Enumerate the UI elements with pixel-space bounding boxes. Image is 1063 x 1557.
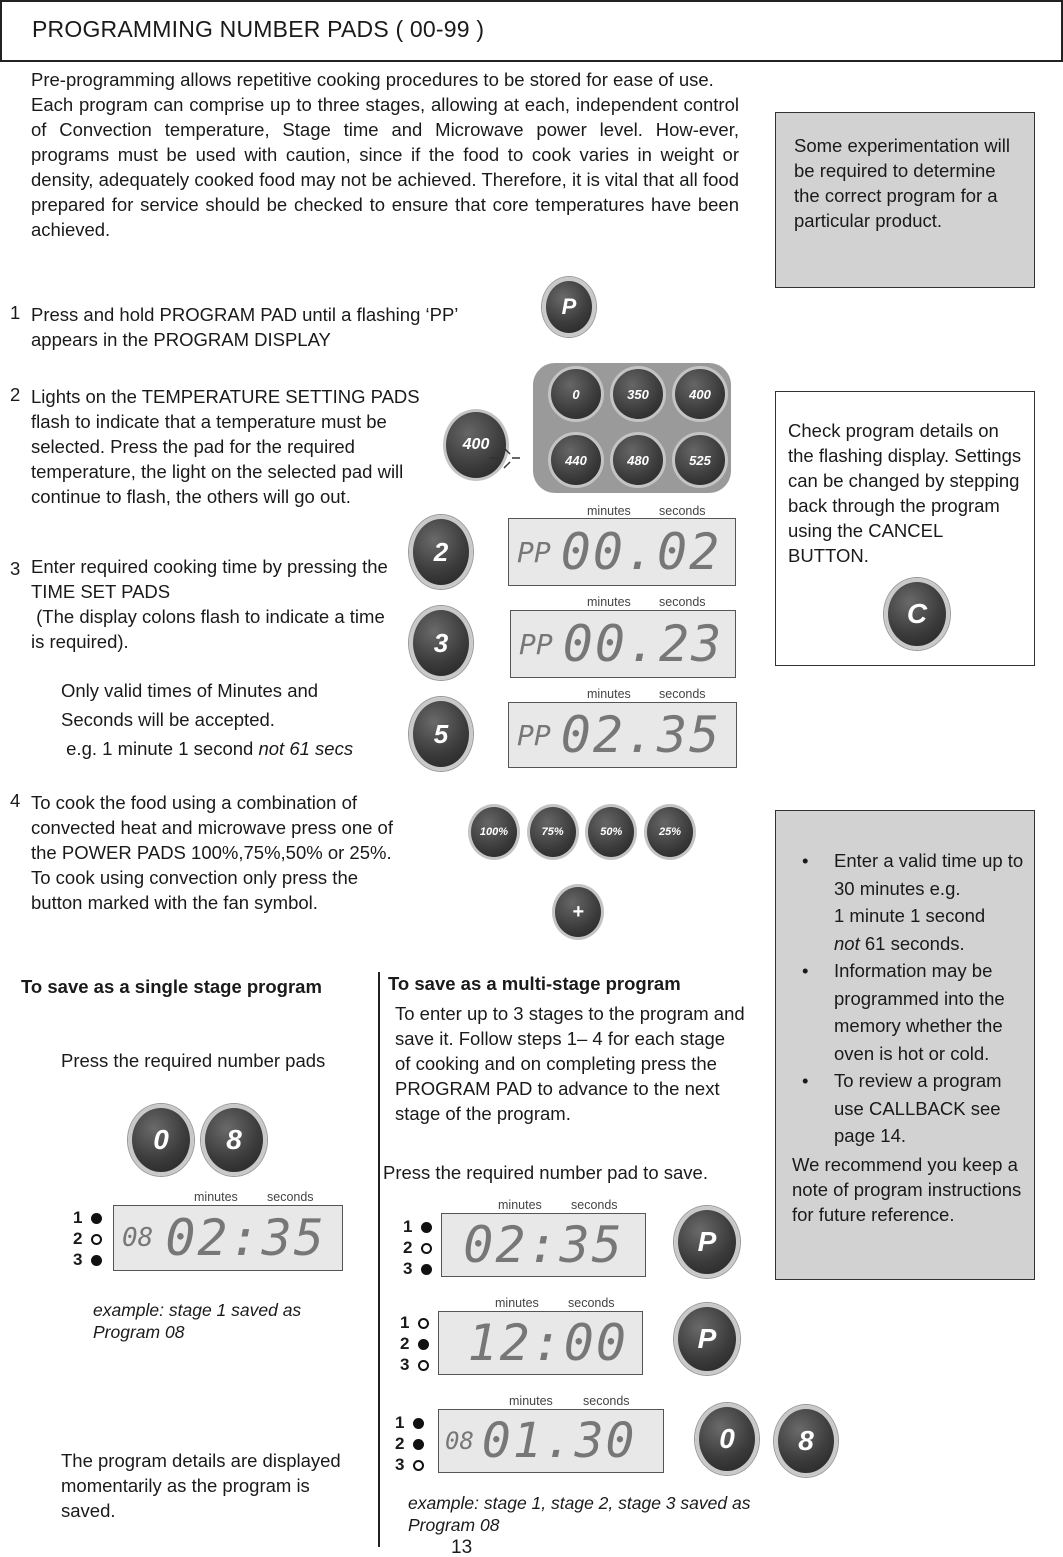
note-item (790, 957, 1026, 1067)
number-pad-8[interactable] (774, 1405, 838, 1477)
temperature-pad-label: 350 (627, 386, 649, 402)
multi-stage-heading: To save as a multi-stage program (388, 973, 681, 994)
temperature-pad-label: 480 (627, 452, 649, 468)
display-time: 12:00 (467, 1314, 628, 1372)
display-time: 02:35 (463, 1216, 624, 1274)
program-display (508, 702, 737, 768)
stage-2-label: 2 (403, 1238, 413, 1257)
minutes-label: minutes (498, 1198, 542, 1212)
number-pad-label: 0 (719, 1423, 735, 1454)
display-prefix: 08 (445, 1427, 474, 1455)
number-pad-label: 8 (226, 1124, 242, 1155)
seconds-label: seconds (568, 1296, 615, 1310)
display-prefix: 08 (122, 1223, 154, 1253)
multi-stage-instruction: Press the required number pad to save. (383, 1162, 708, 1183)
stage-3-label: 3 (395, 1455, 405, 1474)
program-pad-label: P (697, 1226, 717, 1257)
note-text: Information may be programmed into the memory whether the oven is hot or cold. (834, 960, 1005, 1064)
stage-3-label: 3 (403, 1259, 413, 1278)
note-text: 1 minute 1 second (834, 905, 986, 926)
minutes-label: minutes (587, 504, 631, 518)
single-stage-instruction: Press the required number pads (61, 1050, 326, 1071)
step-4-text: To cook the food using a combination of convected heat and microwave press one of the POWER PADS 100%,75%,50% or 25%. To cook using convection only press the button marked with the fan symbol. (31, 792, 393, 913)
valid-times-not: not 61 secs (258, 738, 354, 759)
step-2-text: Lights on the TEMPERATURE SETTING PADS flash to indicate that a temperature must be selected. Press the pad for the required temperature, the light on the selected pad will continue to flash, the others will go out. (31, 386, 420, 507)
step-3-text (31, 554, 401, 654)
power-pad-label: 100% (479, 826, 509, 838)
display-prefix: PP (519, 627, 553, 661)
cancel-button-label: C (906, 598, 928, 629)
temperature-pad-label: 0 (572, 386, 580, 402)
note-text: To review a program use CALLBACK see page 14. (834, 1070, 1002, 1146)
stage-2-indicator (91, 1234, 102, 1245)
stage-3-indicator (91, 1255, 102, 1266)
valid-times-line-2: Seconds will be accepted. (61, 709, 275, 730)
seconds-label: seconds (659, 595, 706, 609)
seconds-label: seconds (583, 1394, 630, 1408)
intro-text (31, 67, 739, 242)
number-pad-8[interactable] (201, 1104, 267, 1176)
program-pad[interactable] (674, 1206, 740, 1278)
program-pad-label: P (697, 1323, 717, 1354)
seconds-label: seconds (659, 687, 706, 701)
intro-paragraph-2: Each program can comprise up to three stages, allowing at each, independent control of Convection temperature, Stage time and Microwave power level. How-ever, programs must be used with caution, since if the food to cook varies in weight or density, adequately cooked food may not be achieved. Therefore, it is vital that all food prepared for service should be checked to ensure that core temperatures have been achieved. (31, 94, 739, 240)
time-pad-5[interactable] (409, 697, 473, 771)
temperature-pad[interactable] (610, 366, 666, 422)
program-pad[interactable] (674, 1303, 740, 1375)
stage-1-indicator (418, 1318, 429, 1329)
time-pad-3[interactable] (409, 606, 473, 680)
stage-1-indicator (421, 1222, 432, 1233)
temperature-pad-label: 525 (689, 452, 711, 468)
power-pad[interactable] (527, 804, 579, 860)
intro-paragraph-1: Pre-programming allows repetitive cooking procedures to be stored for ease of use. (31, 69, 714, 90)
power-pad-label: 25% (658, 826, 681, 838)
number-pad-0[interactable] (128, 1104, 194, 1176)
stage-2-indicator (421, 1243, 432, 1254)
power-pad-label: 50% (600, 826, 623, 838)
single-stage-caption: example: stage 1 saved as Program 08 (93, 1300, 302, 1342)
notes-list (790, 847, 1026, 1150)
program-display (438, 1409, 664, 1473)
stage-2-indicator (413, 1439, 424, 1450)
time-pad-label: 5 (433, 718, 449, 749)
stage-1-label: 1 (73, 1208, 83, 1227)
display-time: 00.02 (560, 523, 722, 581)
program-pad[interactable] (542, 277, 596, 337)
valid-times-line-1: Only valid times of Minutes and (61, 680, 319, 701)
stage-2-label: 2 (400, 1334, 410, 1353)
experimentation-note: Some experimentation will be required to determine the correct program for a particular product. (794, 135, 1010, 231)
temperature-pad[interactable] (672, 366, 728, 422)
seconds-label: seconds (267, 1190, 314, 1204)
temperature-pad-selected-label: 400 (462, 436, 490, 453)
note-text: not (834, 932, 860, 954)
page-title: PROGRAMMING NUMBER PADS ( 00-99 ) (32, 16, 485, 42)
display-time: 01.30 (481, 1413, 637, 1469)
multi-stage-caption: example: stage 1, stage 2, stage 3 saved as Program 08 (408, 1493, 751, 1535)
number-pad-label: 8 (798, 1425, 814, 1456)
stage-3-indicator (413, 1460, 424, 1471)
note-text: 61 seconds. (859, 932, 965, 954)
check-program-note: Check program details on the flashing display. Settings can be changed by stepping back through the program using the CANCEL BUTTON. (788, 420, 1022, 566)
note-text: Enter a valid time up to 30 minutes e.g. (834, 850, 1024, 899)
valid-times-example: e.g. 1 minute 1 second (61, 738, 259, 759)
valid-times-note (61, 676, 401, 763)
temperature-pad-label: 440 (565, 452, 587, 468)
single-stage-footer: The program details are displayed momentarily as the program is saved. (61, 1450, 341, 1521)
time-pad-label: 2 (433, 536, 449, 567)
time-pad-2[interactable] (409, 515, 473, 589)
step-3-line-2: (The display colons flash to indicate a time is required). (31, 606, 390, 652)
stage-2-label: 2 (395, 1434, 405, 1453)
minutes-label: minutes (495, 1296, 539, 1310)
number-pad-label: 0 (153, 1124, 169, 1155)
number-pad-0[interactable] (695, 1403, 759, 1475)
display-prefix: PP (517, 718, 551, 752)
temperature-pad[interactable] (548, 366, 604, 422)
program-display (510, 610, 736, 678)
step-1-number: 1 (10, 302, 21, 323)
step-4-number: 4 (10, 790, 21, 811)
power-pads-row (468, 804, 696, 860)
power-pad[interactable] (468, 804, 520, 860)
fan-icon: + (572, 900, 584, 923)
display-prefix: PP (517, 535, 551, 569)
temperature-pads-bottom-row (548, 432, 728, 488)
notes-box (775, 810, 1035, 1280)
step-2-number: 2 (10, 384, 21, 405)
minutes-label: minutes (509, 1394, 553, 1408)
step-3-number: 3 (10, 558, 21, 579)
note-item (790, 1067, 1026, 1150)
program-display (113, 1205, 343, 1271)
stage-1-indicator (91, 1213, 102, 1224)
time-pad-label: 3 (433, 627, 449, 658)
stage-1-label: 1 (403, 1217, 413, 1236)
stage-3-label: 3 (400, 1355, 410, 1374)
temperature-pads-top-row (548, 366, 728, 422)
stage-3-indicator (418, 1360, 429, 1371)
temperature-pad-label: 400 (689, 386, 711, 402)
step-1-text: Press and hold PROGRAM PAD until a flashing ‘PP’ appears in the PROGRAM DISPLAY (31, 304, 458, 350)
multi-stage-text: To enter up to 3 stages to the program and save it. Follow steps 1– 4 for each stage of cooking and on completing press the PROGRAM PAD to advance to the next stage of the program. (395, 1003, 745, 1124)
fan-button[interactable] (552, 884, 604, 940)
power-pad-label: 75% (541, 826, 564, 838)
step-3-line-1: Enter required cooking time by pressing the TIME SET PADS (31, 556, 388, 602)
stage-1-label: 1 (395, 1413, 405, 1432)
stage-3-indicator (421, 1264, 432, 1275)
power-pad[interactable] (585, 804, 637, 860)
minutes-label: minutes (587, 595, 631, 609)
temperature-pad[interactable] (610, 432, 666, 488)
single-stage-heading: To save as a single stage program (21, 976, 322, 997)
program-display (508, 518, 736, 586)
display-time: 02:35 (165, 1209, 326, 1267)
flash-indicator-icon (486, 444, 522, 474)
stage-1-label: 1 (400, 1313, 410, 1332)
stage-2-indicator (418, 1339, 429, 1350)
stage-2-label: 2 (73, 1229, 83, 1248)
program-display (441, 1213, 646, 1277)
seconds-label: seconds (571, 1198, 618, 1212)
seconds-label: seconds (659, 504, 706, 518)
program-display (438, 1311, 643, 1375)
power-pad[interactable] (644, 804, 696, 860)
minutes-label: minutes (194, 1190, 238, 1204)
note-item (790, 847, 1026, 957)
program-pad-label: P (561, 294, 577, 319)
recommend-note: We recommend you keep a note of program instructions for future reference. (792, 1153, 1022, 1225)
temperature-pad[interactable] (548, 432, 604, 488)
display-time: 00.23 (562, 615, 724, 673)
cancel-button[interactable] (884, 578, 950, 650)
display-time: 02.35 (560, 706, 722, 764)
section-divider (378, 972, 380, 1547)
stage-1-indicator (413, 1418, 424, 1429)
temperature-pad[interactable] (672, 432, 728, 488)
experimentation-note-box (775, 112, 1035, 288)
minutes-label: minutes (587, 687, 631, 701)
stage-3-label: 3 (73, 1250, 83, 1269)
page-number: 13 (451, 1537, 473, 1557)
